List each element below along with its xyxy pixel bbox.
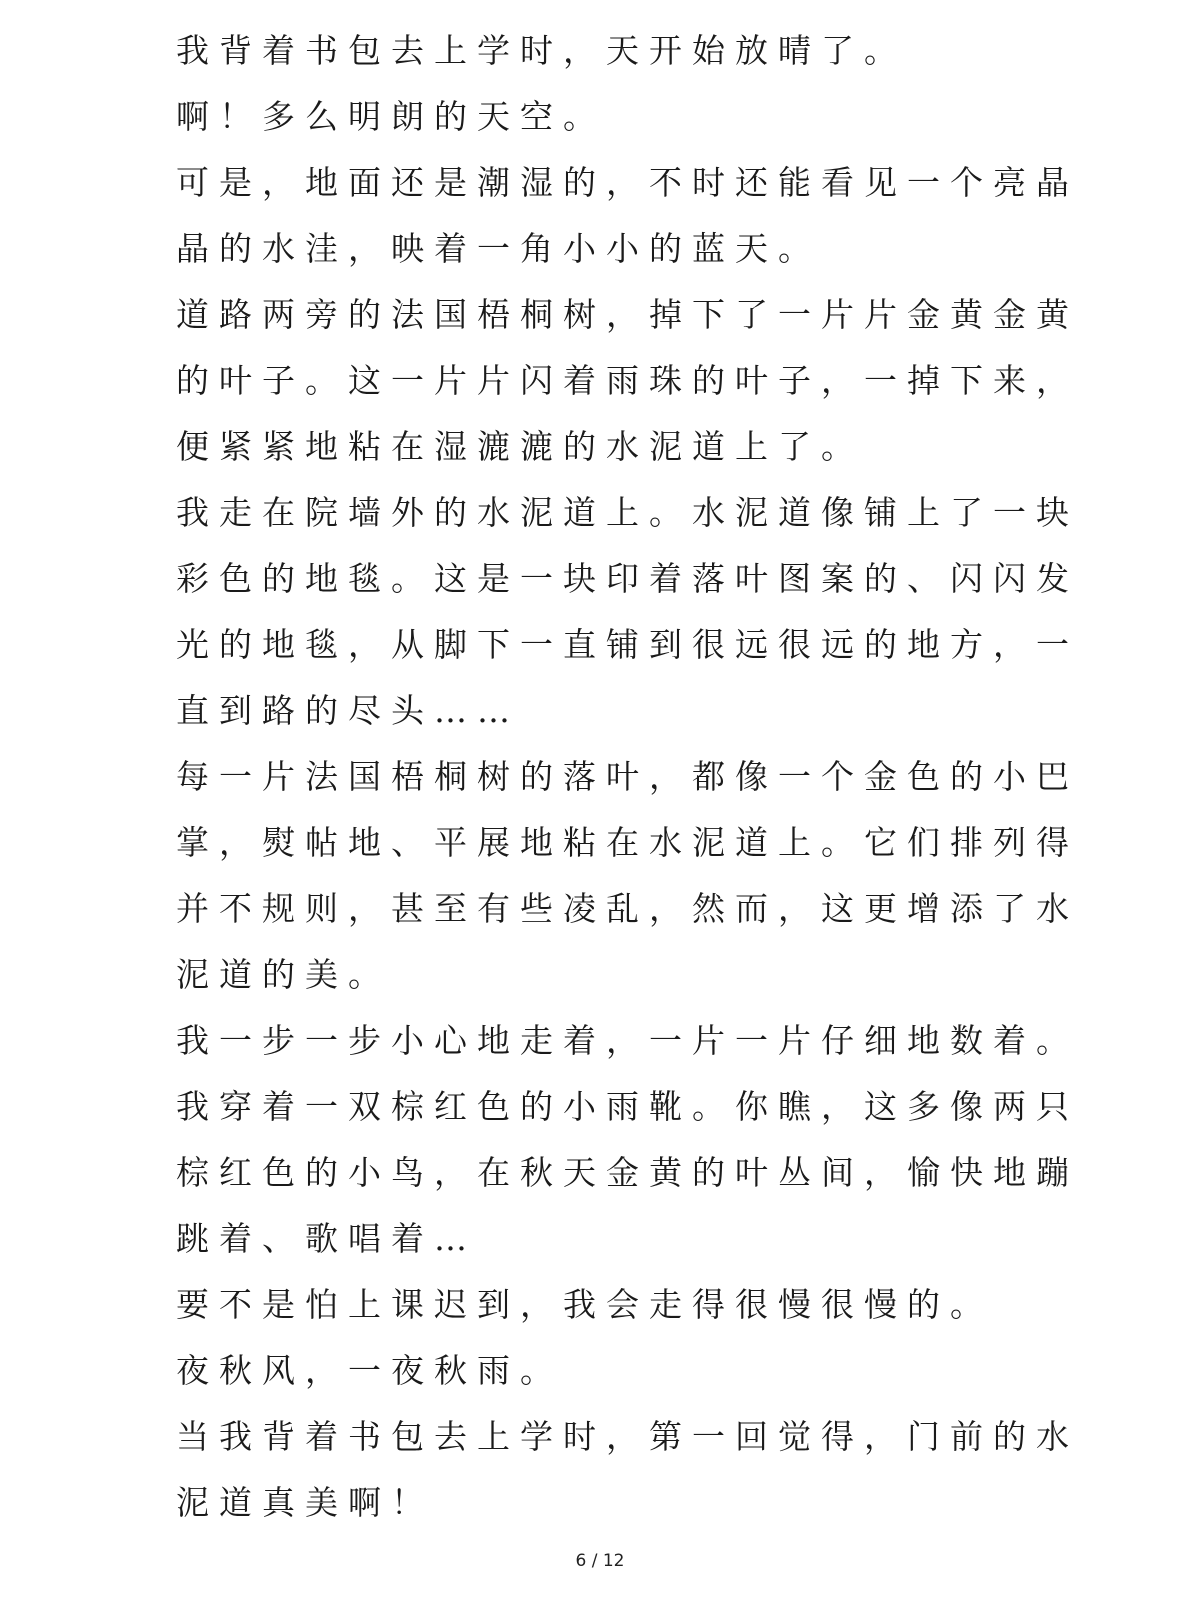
text-line: 泥道真美啊！ (176, 1483, 434, 1522)
text-line: 的叶子。这一片片闪着雨珠的叶子，一掉下来， (176, 361, 1079, 400)
text-line: 可是，地面还是潮湿的，不时还能看见一个亮晶 (176, 163, 1079, 202)
body-text (176, 18, 1079, 1536)
text-line: 晶的水洼，映着一角小小的蓝天。 (176, 229, 821, 268)
text-line: 泥道的美。 (176, 955, 391, 994)
text-line: 我走在院墙外的水泥道上。水泥道像铺上了一块 (176, 493, 1079, 532)
text-line: 我穿着一双棕红色的小雨靴。你瞧，这多像两只 (176, 1087, 1079, 1126)
text-line: 我背着书包去上学时，天开始放晴了。 (176, 31, 907, 70)
text-line: 并不规则，甚至有些凌乱，然而，这更增添了水 (176, 889, 1079, 928)
page-number: 6 / 12 (575, 1551, 625, 1571)
text-line: 夜秋风，一夜秋雨。 (176, 1351, 563, 1390)
text-line: 直到路的尽头…… (176, 691, 520, 730)
text-line: 当我背着书包去上学时，第一回觉得，门前的水 (176, 1417, 1079, 1456)
text-line: 彩色的地毯。这是一块印着落叶图案的、闪闪发 (176, 559, 1079, 598)
text-line: 啊！多么明朗的天空。 (176, 97, 606, 136)
text-line: 要不是怕上课迟到，我会走得很慢很慢的。 (176, 1285, 993, 1324)
text-line: 棕红色的小鸟，在秋天金黄的叶丛间，愉快地蹦 (176, 1153, 1079, 1192)
text-line: 掌，熨帖地、平展地粘在水泥道上。它们排列得 (176, 823, 1079, 862)
text-line: 我一步一步小心地走着，一片一片仔细地数着。 (176, 1021, 1079, 1060)
text-line: 道路两旁的法国梧桐树，掉下了一片片金黄金黄 (176, 295, 1079, 334)
text-line: 跳着、歌唱着… (176, 1219, 477, 1258)
text-line: 便紧紧地粘在湿漉漉的水泥道上了。 (176, 427, 864, 466)
text-line: 光的地毯，从脚下一直铺到很远很远的地方，一 (176, 625, 1079, 664)
text-line: 每一片法国梧桐树的落叶，都像一个金色的小巴 (176, 757, 1079, 796)
